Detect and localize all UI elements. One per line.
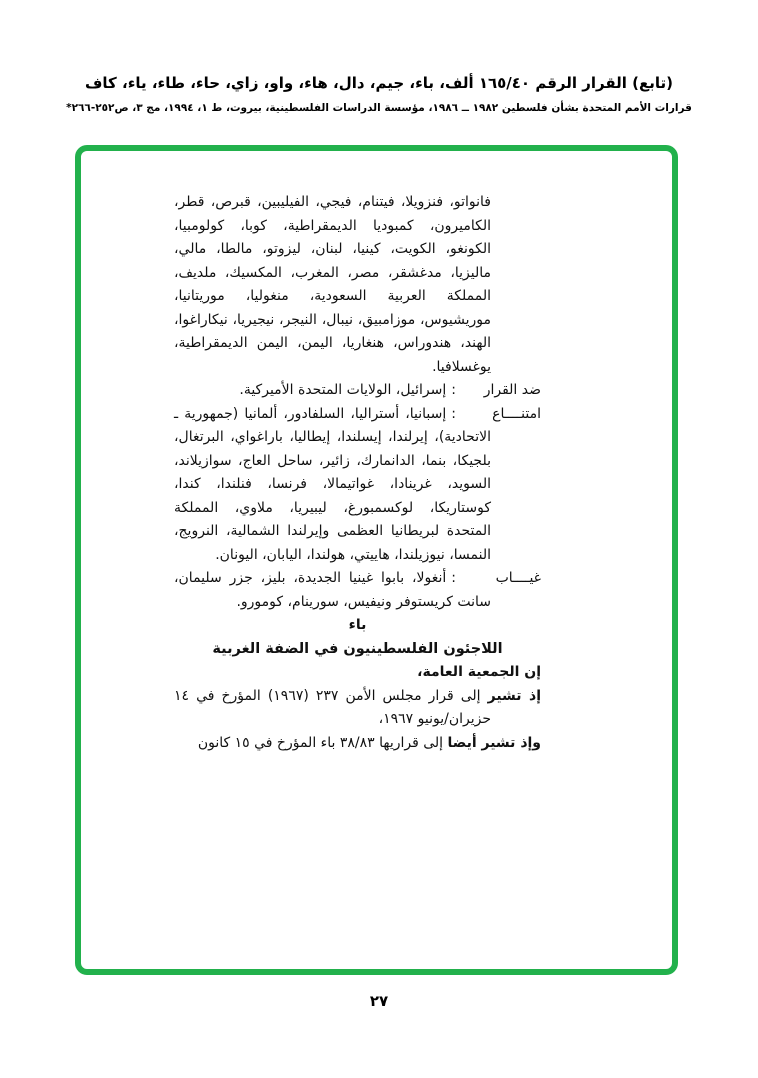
resolution-header-title: (تابع) القرار الرقم ١٦٥/٤٠ ألف، باء، جيم، دال، هاء، واو، زاي، حاء، طاء، ياء، كاف: [85, 74, 673, 92]
clause-1-text: إلى قرار مجلس الأمن ٢٣٧ (١٩٦٧) المؤرخ في ١٤ حزيران/يونيو ١٩٦٧،: [174, 687, 491, 727]
vote-against-line: [174, 379, 541, 403]
resolution-body-text: [174, 191, 541, 755]
abstain-colon: :: [451, 405, 456, 422]
against-colon: :: [451, 382, 456, 398]
page-number: ٢٧: [369, 992, 389, 1010]
vote-absent-block: [174, 567, 541, 614]
preamble-clause-1: [174, 685, 541, 732]
against-label: ضد القرار: [483, 382, 541, 398]
clause-1-lead: إذ تشير: [487, 687, 541, 704]
abstain-label: امتنــــاع: [492, 405, 541, 422]
absent-countries: أنغولا، بابوا غينيا الجديدة، بليز، جزر سليمان، سانت كريستوفر ونيفيس، سورينام، كومورو.: [174, 570, 491, 610]
clause-2-text: إلى قراريها ٣٨/٨٣ باء المؤرخ في ١٥ كانون: [197, 734, 444, 751]
preamble-clause-2: [174, 732, 541, 756]
against-countries: إسرائيل، الولايات المتحدة الأميركية.: [239, 382, 447, 398]
section-title-heading: اللاجئون الفلسطينيون في الضفة الغربية: [212, 640, 503, 657]
preamble-intro-line: إن الجمعية العامة،: [417, 664, 541, 680]
absent-colon: :: [451, 570, 456, 586]
vote-favor-countries-continuation: فانواتو، فنزويلا، فيتنام، فيجي، الفيليبين، قبرص، قطر، الكاميرون، كمبوديا الديمقراطية، كوبا، كولومبيا، الكونغو، الكويت، كينيا، لبنان، ليزوتو، مالطا، مالي، ماليزيا، مدغشقر، مصر، المغرب، المكسيك، ملديف، المملكة العربية السعودية، منغوليا، موريتانيا، موريشيوس، موزامبيق، نيبال، النيجر، نيجيريا، نيكاراغوا، الهند، هندوراس، هنغاريا، اليمن، اليمن الديمقراطية، يوغسلافيا.: [174, 194, 491, 375]
clause-2-lead: وإذ تشير أيضا: [447, 734, 541, 751]
abstain-countries: إسبانيا، أستراليا، السلفادور، ألمانيا (جمهورية ـ الاتحادية)، إيرلندا، إيسلندا، إيطاليا، باراغواي، البرتغال، بلجيكا، بنما، الدانمارك، زائير، ساحل العاج، سوازيلاند، السويد، غرينادا، غواتيمالا، فرنسا، فنلندا، كندا، كوستاريكا، لوكسمبورغ، ليبيريا، ملاوي، المملكة المتحدة لبريطانيا العظمى وإيرلندا الشمالية، النرويج، النمسا، نيوزيلندا، هاييتي، هولندا، اليابان، اليونان.: [174, 405, 491, 563]
absent-label: غيــــاب: [495, 570, 541, 586]
green-highlight-box: [75, 145, 678, 975]
vote-abstain-block: [174, 403, 541, 568]
source-citation-line: قرارات الأمم المتحدة بشأن فلسطين ١٩٨٢ ــ ١٩٨٦، مؤسسة الدراسات الفلسطينية، بيروت، ط ١، ١٩٩٤، مج ٣، ص٢٥٢-٢٦٦*: [66, 102, 692, 114]
section-letter-heading: باء: [348, 617, 367, 633]
